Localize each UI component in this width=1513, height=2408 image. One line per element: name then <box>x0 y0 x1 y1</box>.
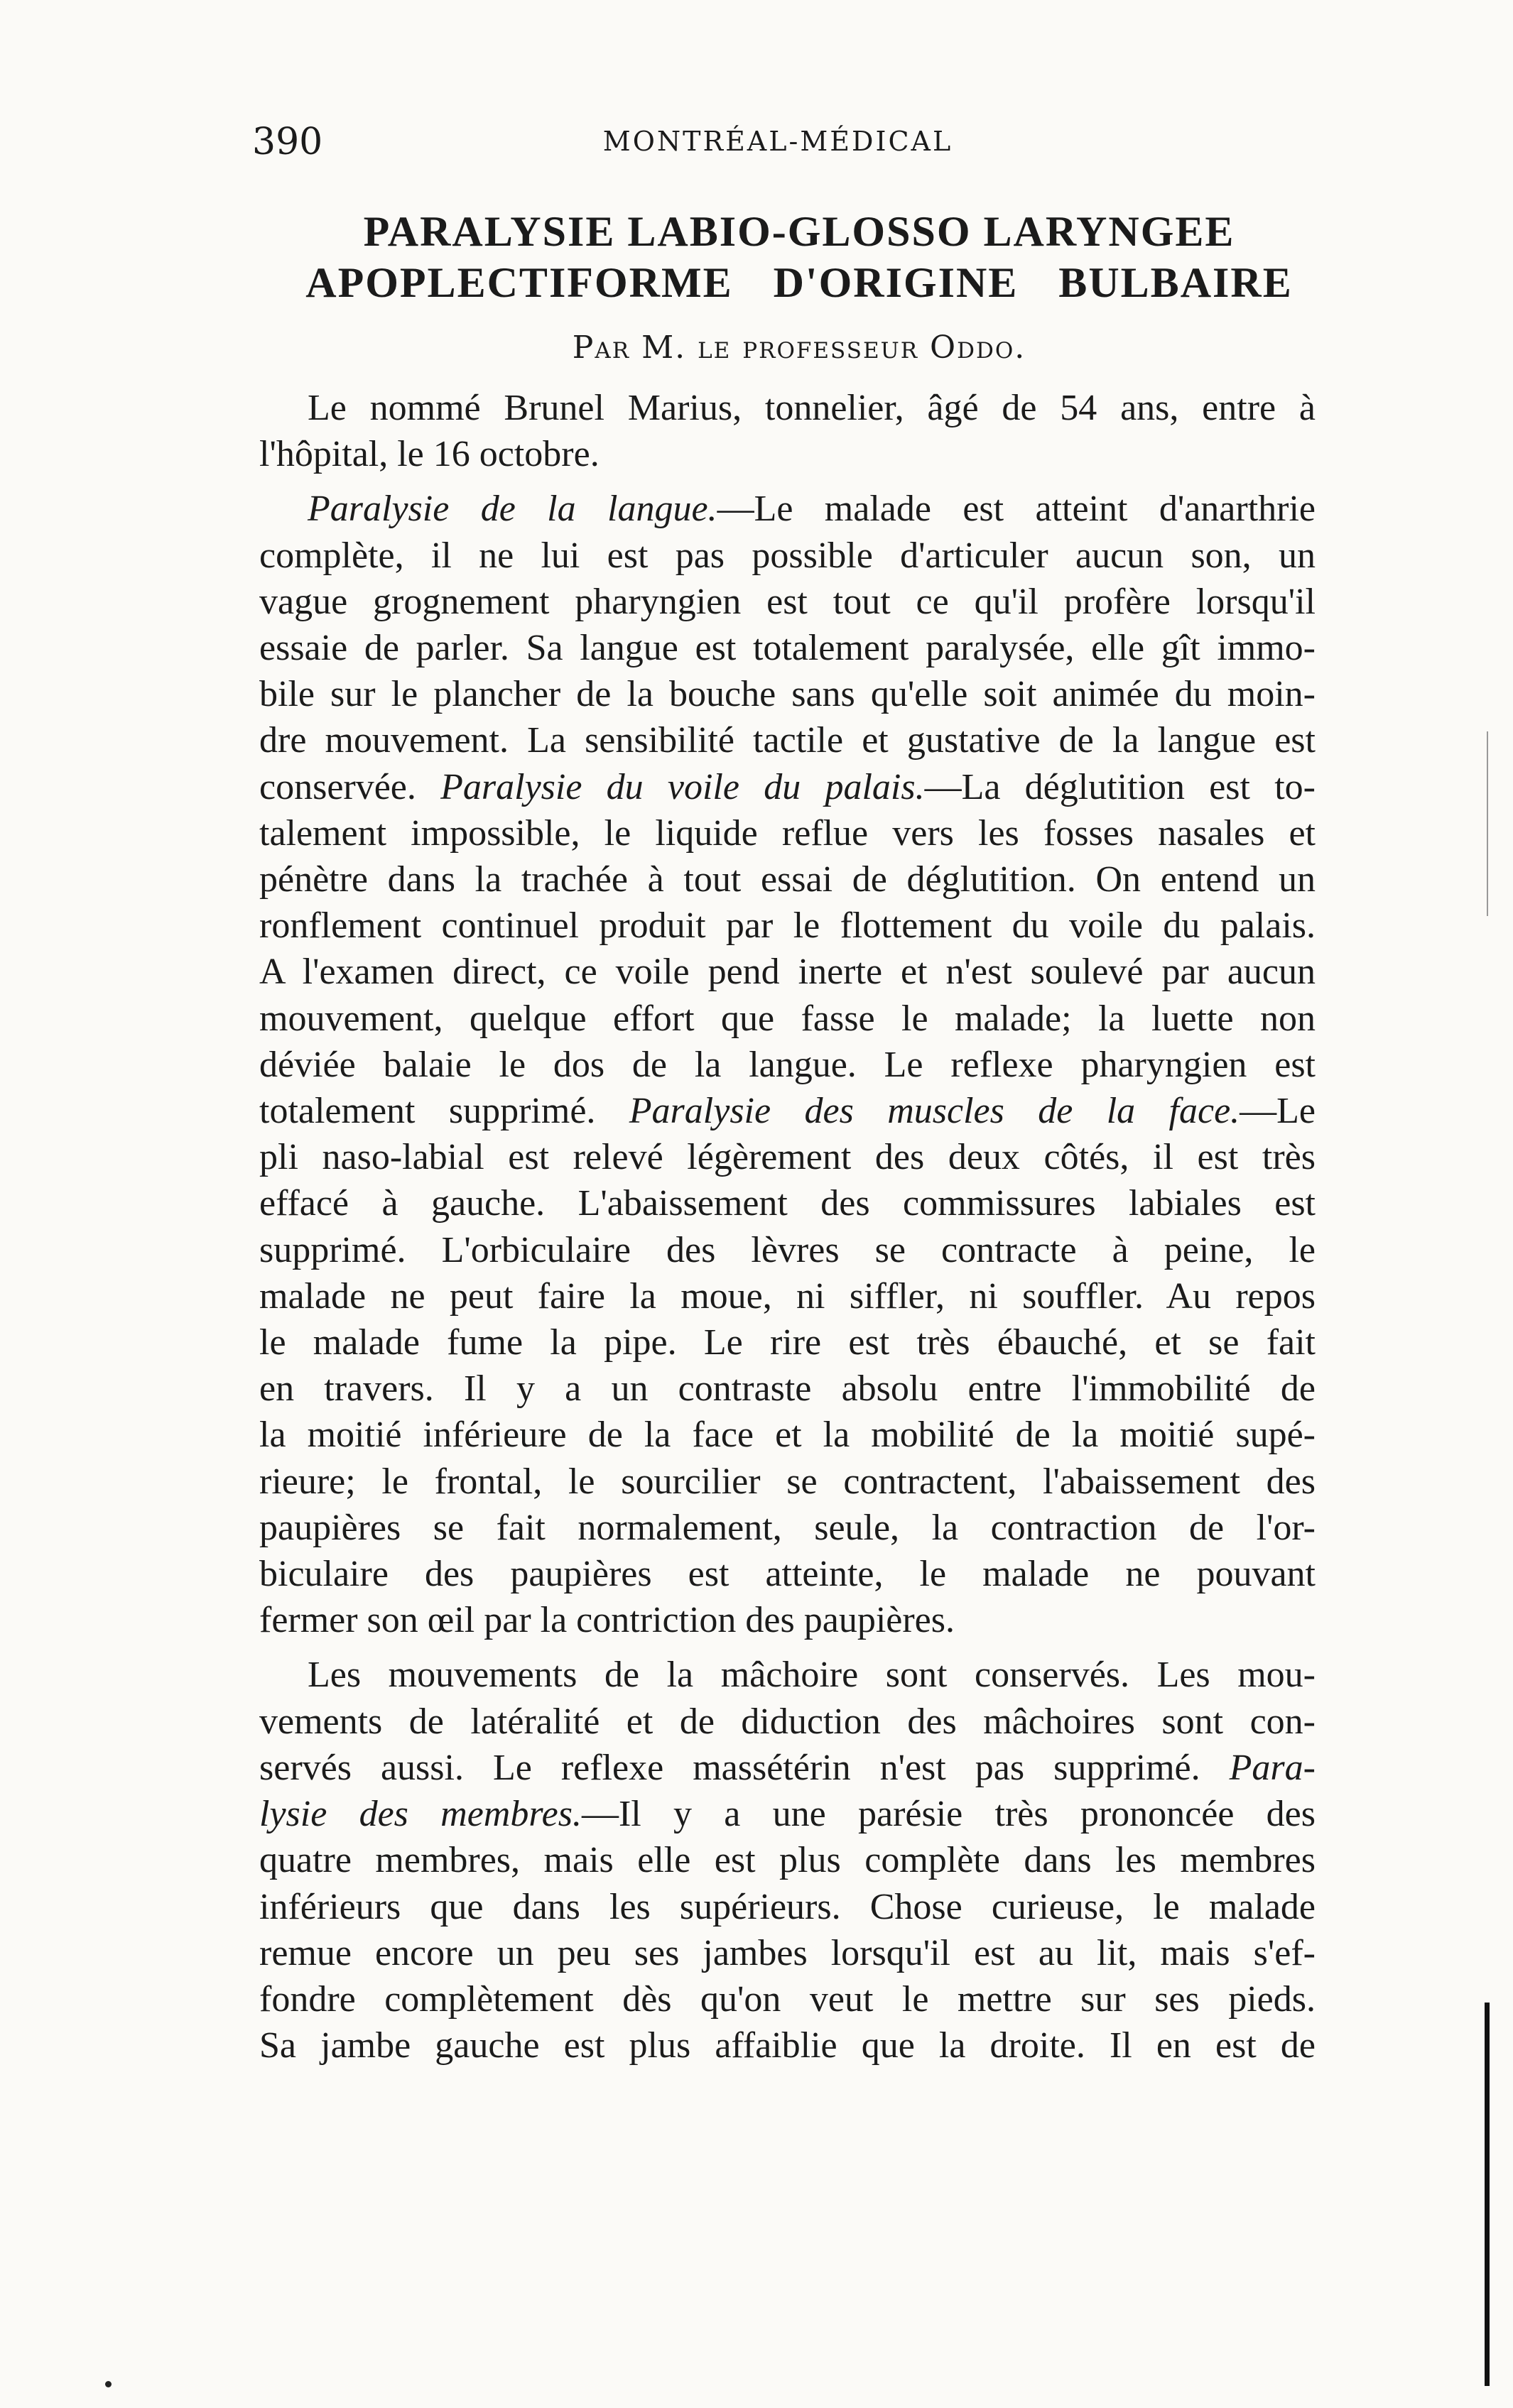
paragraph <box>259 1652 1316 2069</box>
text-segment: —Il y a une parésie très prononcée des <box>581 1794 1316 1835</box>
text-line: biculaire des paupières est atteinte, le malade ne pouvant <box>259 1554 1316 1595</box>
italic-heading: Para- <box>1229 1747 1316 1788</box>
text-line: dre mouvement. La sensibilité tactile et gustative de la langue est <box>259 720 1316 761</box>
text-line: remue encore un peu ses jambes lorsqu'il est au lit, mais s'ef- <box>259 1932 1316 1973</box>
text-segment: conservée. <box>259 766 441 807</box>
text-line: fondre complètement dès qu'on veut le mettre sur ses pieds. <box>259 1978 1316 2020</box>
text-line: pénètre dans la trachée à tout essai de déglutition. On entend un <box>259 859 1316 900</box>
italic-heading: Paralysie du voile du palais. <box>440 766 925 807</box>
italic-heading: Paralysie des muscles de la face. <box>629 1091 1240 1132</box>
text-line: rieure; le frontal, le sourcilier se contractent, l'abaissement des <box>259 1461 1316 1502</box>
text-line: malade ne peut faire la moue, ni siffler, ni souffler. Au repos <box>259 1275 1316 1317</box>
text-line: Les mouvements de la mâchoire sont conservés. Les mou- <box>308 1655 1316 1696</box>
paragraph <box>259 486 1316 1643</box>
italic-heading: lysie des membres. <box>259 1794 582 1835</box>
text-segment: —Le malade est atteint d'anarthrie <box>717 489 1316 530</box>
text-line: Le nommé Brunel Marius, tonnelier, âgé de 54 ans, entre à <box>308 388 1316 428</box>
text-line <box>259 486 1316 532</box>
running-head: MONTRÉAL-MÉDICAL <box>602 126 953 157</box>
text-line: Sa jambe gauche est plus affaiblie que la droite. Il en est de <box>259 2025 1316 2066</box>
text-line: déviée balaie le dos de la langue. Le reflexe pharyngien est <box>259 1044 1316 1085</box>
text-line: A l'examen direct, ce voile pend inerte et n'est soulevé par aucun <box>259 952 1316 993</box>
binding-rule-faint <box>1487 731 1488 916</box>
article-title <box>284 206 1314 308</box>
binding-rule <box>1485 2003 1490 2386</box>
text-line <box>259 764 1316 810</box>
text-line: en travers. Il y a un contraste absolu entre l'immobilité de <box>259 1368 1316 1410</box>
page-number: 390 <box>252 121 323 163</box>
title-line: APOPLECTIFORME D'ORIGINE BULBAIRE <box>305 259 1293 306</box>
article-body <box>259 385 1316 2069</box>
text-line: complète, il ne lui est pas possible d'articuler aucun son, un <box>259 535 1316 576</box>
italic-heading: Paralysie de la langue. <box>308 489 717 530</box>
text-line <box>259 1745 1316 1791</box>
text-line: bile sur le plancher de la bouche sans qu'elle soit animée du moin- <box>259 674 1316 715</box>
text-line: inférieurs que dans les supérieurs. Chose curieuse, le malade <box>259 1886 1316 1927</box>
byline: Par M. le professeur Oddo. <box>572 329 1026 366</box>
text-line: la moitié inférieure de la face et la mobilité de la moitié supé- <box>259 1415 1316 1456</box>
text-line <box>259 1791 1316 1837</box>
text-line: quatre membres, mais elle est plus complète dans les membres <box>259 1840 1316 1881</box>
text-line: l'hôpital, le 16 octobre. <box>259 434 600 475</box>
text-line: fermer son œil par la contriction des paupières. <box>259 1600 955 1641</box>
text-line <box>259 1088 1316 1134</box>
title-line: PARALYSIE LABIO-GLOSSO LARYNGEE <box>363 208 1235 255</box>
text-line: vague grognement pharyngien est tout ce qu'il profère lorsqu'il <box>259 581 1316 622</box>
paragraph <box>259 385 1316 477</box>
text-segment: —La déglutition est to- <box>924 766 1316 807</box>
text-line: ronflement continuel produit par le flottement du voile du palais. <box>259 905 1316 947</box>
text-line: effacé à gauche. L'abaissement des commissures labiales est <box>259 1183 1316 1224</box>
text-segment: servés aussi. Le reflexe massétérin n'est pas supprimé. <box>259 1747 1230 1788</box>
text-line: pli naso-labial est relevé légèrement des deux côtés, il est très <box>259 1137 1316 1178</box>
text-segment: —Le <box>1240 1091 1316 1132</box>
text-segment: totalement supprimé. <box>259 1091 629 1132</box>
text-line: le malade fume la pipe. Le rire est très ébauché, et se fait <box>259 1322 1316 1363</box>
text-line: talement impossible, le liquide reflue vers les fosses nasales et <box>259 812 1316 854</box>
text-line: supprimé. L'orbiculaire des lèvres se contracte à peine, le <box>259 1229 1316 1270</box>
text-line: vements de latéralité et de diduction des mâchoires sont con- <box>259 1701 1316 1742</box>
ink-speck <box>105 2381 112 2387</box>
text-line: paupières se fait normalement, seule, la contraction de l'or- <box>259 1507 1316 1548</box>
text-line: mouvement, quelque effort que fasse le malade; la luette non <box>259 998 1316 1039</box>
text-line: essaie de parler. Sa langue est totalement paralysée, elle gît immo- <box>259 628 1316 669</box>
